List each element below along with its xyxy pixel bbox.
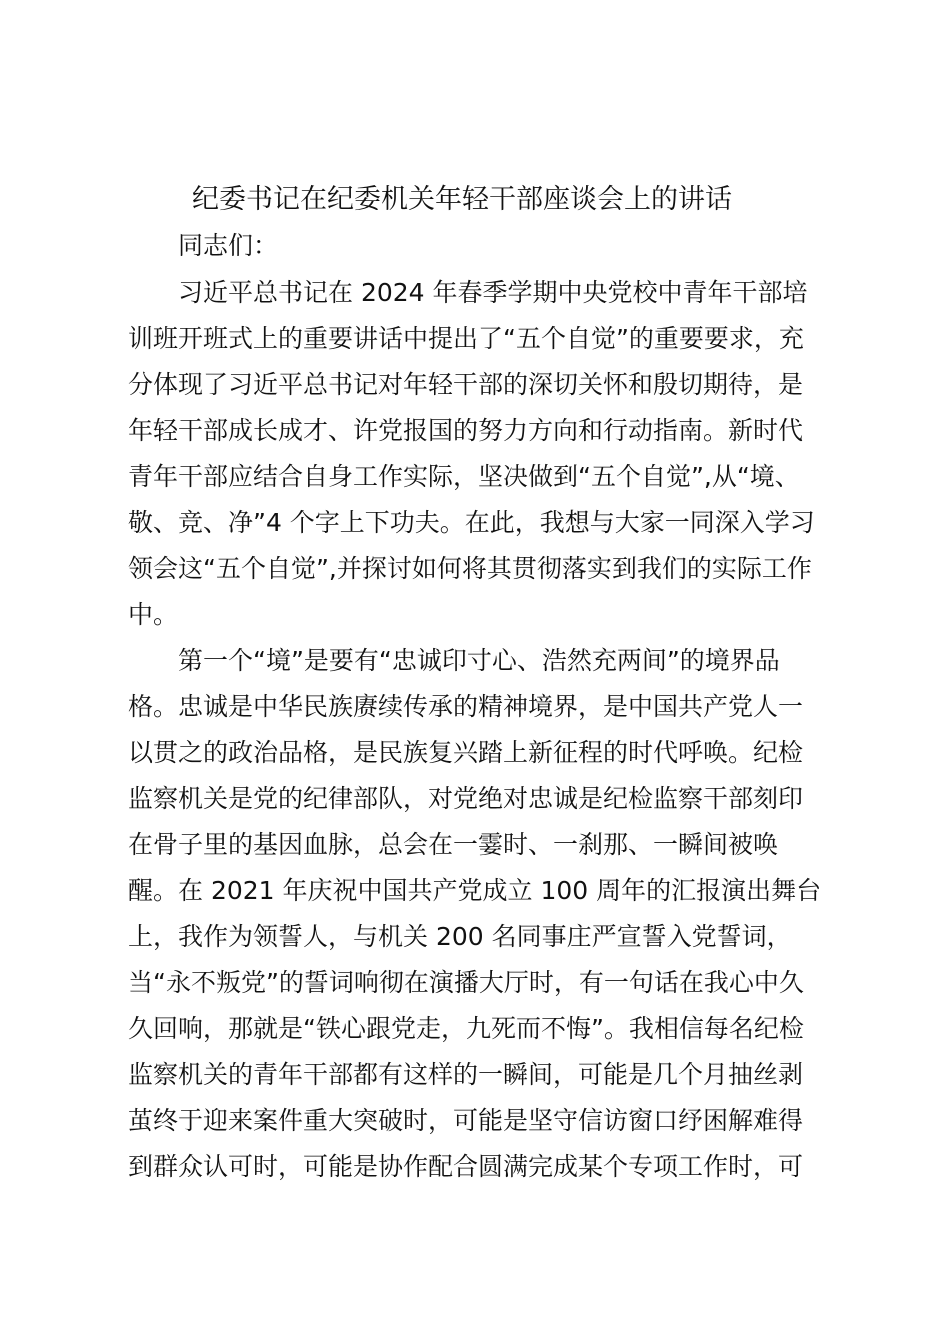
text-line: 年轻干部成长成才、许党报国的努力方向和行动指南。新时代 [128,416,804,445]
text-line: 格。忠诚是中华民族赓续传承的精神境界，是中国共产党人一 [128,692,804,721]
salutation: 同志们： [178,231,279,260]
text-line: 分体现了习近平总书记对年轻干部的深切关怀和殷切期待，是 [128,370,804,399]
text-line: 中。 [128,600,179,629]
text-line: 以贯之的政治品格，是民族复兴踏上新征程的时代呼唤。纪检 [128,738,804,767]
text-line: 当“永不叛党”的誓词响彻在演播大厅时，有一句话在我心中久 [128,968,804,997]
text-line: 久回响，那就是“铁心跟党走，九死而不悔”。我相信每名纪检 [128,1014,804,1043]
text-line: 茧终于迎来案件重大突破时，可能是坚守信访窗口纾困解难得 [128,1106,804,1135]
text-line: 习近平总书记在 2024 年春季学期中央党校中青年干部培 [178,278,808,307]
text-line: 监察机关的青年干部都有这样的一瞬间，可能是几个月抽丝剥 [128,1060,804,1089]
text-line: 上，我作为领誓人，与机关 200 名同事庄严宣誓入党誓词， [128,922,792,951]
paragraph-1 [128,270,828,638]
text-line: 第一个“境”是要有“忠诚印寸心、浩然充两间”的境界品 [178,646,780,675]
text-line: 训班开班式上的重要讲话中提出了“五个自觉”的重要要求，充 [128,324,804,353]
text-line: 醒。在 2021 年庆祝中国共产党成立 100 周年的汇报演出舞台 [128,876,822,905]
text-line: 到群众认可时，可能是协作配合圆满完成某个专项工作时，可 [128,1152,804,1181]
text-line: 在骨子里的基因血脉，总会在一霎时、一刹那、一瞬间被唤 [128,830,779,859]
text-line: 监察机关是党的纪律部队，对党绝对忠诚是纪检监察干部刻印 [128,784,804,813]
text-line: 领会这“五个自觉”,并探讨如何将其贯彻落实到我们的实际工作 [128,554,812,583]
document-body [128,270,828,1190]
text-line: 敬、竞、净”4 个字上下功夫。在此，我想与大家一同深入学习 [128,508,815,537]
text-line: 青年干部应结合自身工作实际，坚决做到“五个自觉”,从“境、 [128,462,800,491]
paragraph-2 [128,638,828,1190]
document-title: 纪委书记在纪委机关年轻干部座谈会上的讲话 [192,184,732,215]
